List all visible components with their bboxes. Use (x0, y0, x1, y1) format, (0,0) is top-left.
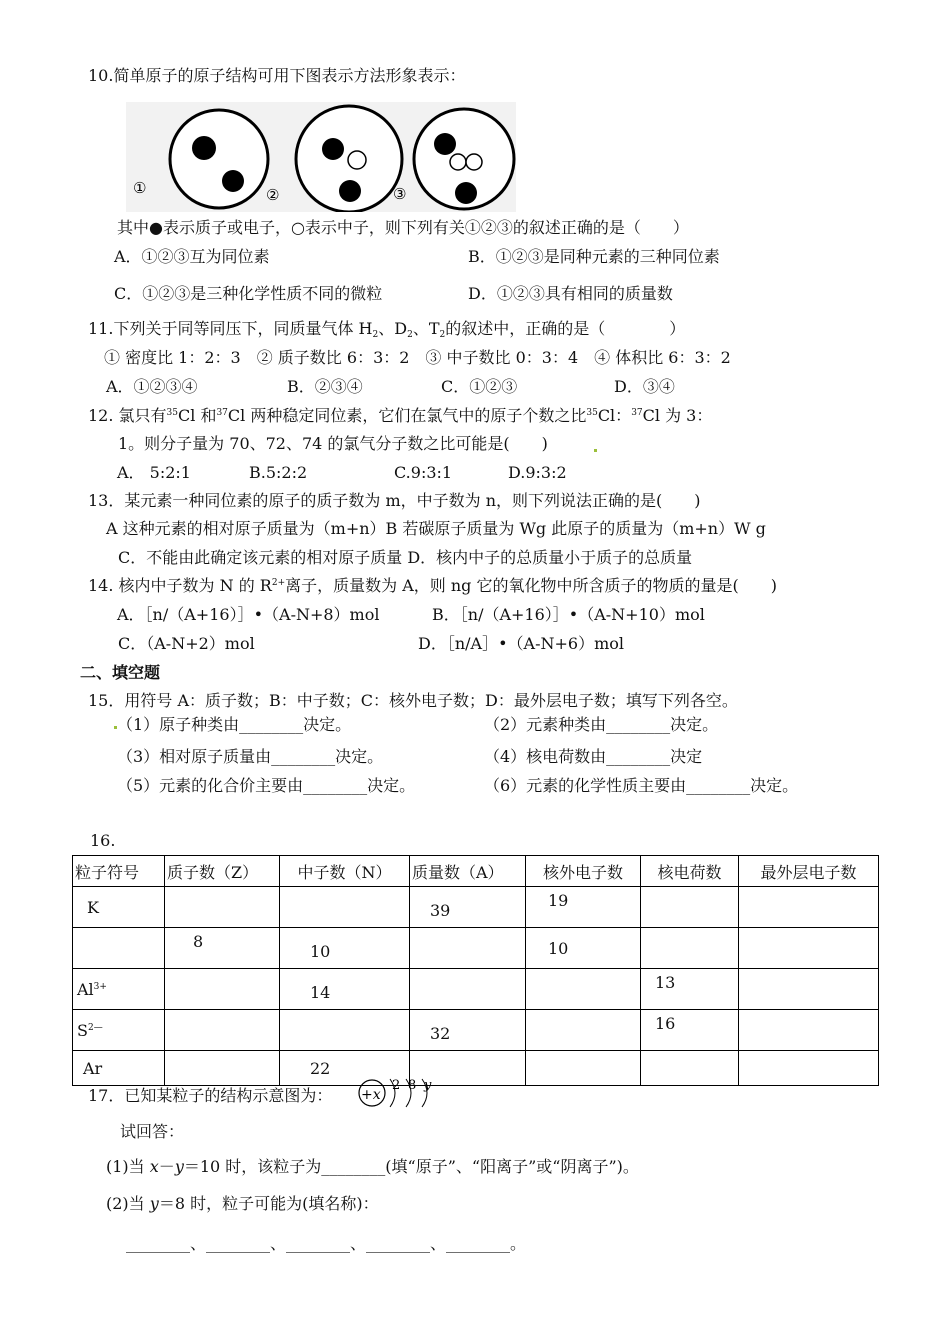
q17-part-2: (2)当 y＝8 时，粒子可能为(填名称)： (106, 1194, 379, 1213)
q12-option-b: B.5:2:2 (249, 463, 308, 482)
q17-answer-blanks: ________、________、________、________、________。 (126, 1234, 527, 1253)
cell-charge: 13 (641, 969, 739, 1010)
cell-outer (739, 969, 879, 1010)
shell-2-count: 8 (408, 1078, 417, 1093)
cell-protons (165, 887, 280, 928)
cell-mass-number (410, 928, 526, 969)
q12-option-c: C.9:3:1 (394, 463, 453, 482)
nucleus-charge: +x (361, 1087, 381, 1103)
cell-charge (641, 887, 739, 928)
q15-item-3: （3）相对原子质量由________决定。 (117, 747, 384, 766)
cell-symbol (73, 928, 165, 969)
cell-neutrons: 14 (280, 969, 410, 1010)
table-row (73, 1010, 879, 1051)
cell-protons: 8 (165, 928, 280, 969)
q15-item-1: （1）原子种类由________决定。 (117, 715, 352, 734)
q15-stem: 15．用符号 A：质子数；B：中子数；C：核外电子数；D：最外层电子数；填写下列各空。 (88, 691, 738, 710)
q10-description: 其中●表示质子或电子，○表示中子，则下列有关①②③的叙述正确的是（ ） (117, 218, 689, 237)
atom-2-proton (322, 138, 344, 160)
atom-3-neutron-1 (450, 154, 466, 170)
q12-stem-line2: 1。则分子量为 70、72、74 的氯气分子数之比可能是( ) (118, 434, 548, 453)
cell-neutrons: 10 (280, 928, 410, 969)
q14-stem: 14. 核内中子数为 N 的 $R^{2+}$离子，质量数为 A，则 ng 它的氧化物中所含质子的物质的量是( ) (88, 576, 777, 595)
header-nuclear-charge: 核电荷数 (641, 856, 739, 887)
atom-structure-figure (120, 102, 520, 212)
atom-3-neutron-2 (466, 154, 482, 170)
table-row (73, 1051, 879, 1086)
q14-option-b: B．［n/（A+16）］•（A-N+10）mol (432, 605, 705, 624)
q17-prompt: 试回答： (120, 1122, 185, 1141)
atom-2-label: ② (266, 186, 280, 204)
shell-3-count: y (424, 1078, 432, 1093)
q16-label: 16. (90, 831, 116, 850)
cell-outer (739, 1051, 879, 1086)
cell-outer (739, 928, 879, 969)
header-electrons: 核外电子数 (526, 856, 641, 887)
header-symbol: 粒子符号 (73, 856, 165, 887)
cell-charge (641, 928, 739, 969)
header-protons: 质子数（Z） (165, 856, 280, 887)
particle-table (72, 855, 879, 1086)
cell-mass-number (410, 969, 526, 1010)
q14-option-a: A．［n/（A+16）］•（A-N+8）mol (117, 605, 380, 624)
cell-protons (165, 1010, 280, 1051)
cell-protons (165, 969, 280, 1010)
table-row (73, 969, 879, 1010)
cell-electrons (526, 969, 641, 1010)
q11-stem: 11.下列关于同等同压下，同质量气体 $H_2$、$D_2$、$T_2$的叙述中，正确的是（ ） (88, 319, 686, 340)
q12-stem: 12. 氯只有$^{35}$Cl 和$^{37}$Cl 两种稳定同位素，它们在氯气中的原子个数之比$^{35}$Cl：$^{37}$Cl 为 3： (88, 406, 713, 425)
q15-item-2: （2）元素种类由________决定。 (484, 715, 719, 734)
q15-item-5: （5）元素的化合价主要由________决定。 (117, 776, 416, 795)
q10-option-d: D．①②③具有相同的质量数 (468, 284, 673, 303)
cell-electrons: 19 (526, 887, 641, 928)
q10-stem: 10.简单原子的原子结构可用下图表示方法形象表示： (88, 66, 466, 85)
q10-option-a: A．①②③互为同位素 (114, 247, 270, 266)
cell-symbol: K (73, 887, 165, 928)
q10-option-c: C．①②③是三种化学性质不同的微粒 (114, 284, 383, 303)
q11-option-c: C．①②③ (441, 377, 518, 396)
header-mass-number: 质量数（A） (410, 856, 526, 887)
shell-1-count: 2 (392, 1078, 401, 1093)
cell-protons (165, 1051, 280, 1086)
atom-3-label: ③ (393, 185, 407, 203)
atom-2-electron (339, 180, 361, 202)
atom-1-label: ① (133, 179, 147, 197)
header-outer-electrons: 最外层电子数 (739, 856, 879, 887)
table-row (73, 928, 879, 969)
cell-outer (739, 1010, 879, 1051)
q13-stem: 13．某元素一种同位素的原子的质子数为 m，中子数为 n，则下列说法正确的是( ) (88, 491, 701, 510)
q13-options-cd: C．不能由此确定该元素的相对原子质量 D．核内中子的总质量小于质子的总质量 (118, 548, 693, 567)
cell-electrons (526, 1051, 641, 1086)
cell-neutrons (280, 1010, 410, 1051)
q11-option-b: B．②③④ (287, 377, 363, 396)
cell-charge: 16 (641, 1010, 739, 1051)
scan-dot (594, 449, 597, 452)
q11-option-d: D．③④ (614, 377, 675, 396)
cell-mass-number: 32 (410, 1010, 526, 1051)
atom-structure-diagram (356, 1075, 446, 1111)
table-row (73, 887, 879, 928)
q15-item-6: （6）元素的化学性质主要由________决定。 (484, 776, 799, 795)
cell-electrons: 10 (526, 928, 641, 969)
q11-option-a: A．①②③④ (106, 377, 198, 396)
cell-neutrons: 22 (280, 1051, 410, 1086)
q12-option-d: D.9:3:2 (508, 463, 567, 482)
table-header-row (73, 856, 879, 887)
cell-symbol: $S^{2—}$ (73, 1010, 165, 1051)
cell-outer (739, 887, 879, 928)
q17-stem: 17．已知某粒子的结构示意图为： (88, 1086, 333, 1105)
q17-part-1: (1)当 x－y＝10 时，该粒子为________(填“原子”、“阳离子”或“阴离子”)。 (106, 1157, 639, 1176)
cell-neutrons (280, 887, 410, 928)
atom-1-electron (222, 170, 244, 192)
cell-electrons (526, 1010, 641, 1051)
atom-3-electron (455, 182, 477, 204)
atom-1-circle (170, 110, 268, 208)
cell-symbol: $Al^{3+}$ (73, 969, 165, 1010)
atom-1-proton (192, 136, 216, 160)
section-title: 二、填空题 (80, 663, 161, 682)
q14-option-d: D．［n/A］•（A-N+6）mol (418, 634, 624, 653)
cell-symbol: Ar (73, 1051, 165, 1086)
q14-option-c: C．（A-N+2）mol (118, 634, 255, 653)
header-neutrons: 中子数（N） (280, 856, 410, 887)
q11-statements: ① 密度比 1：2：3 ② 质子数比 6：3：2 ③ 中子数比 0：3：4 ④ 体积比 6：3：2 (104, 348, 731, 367)
cell-mass-number: 39 (410, 887, 526, 928)
q15-item-4: （4）核电荷数由________决定 (484, 747, 703, 766)
atom-3-proton (434, 133, 456, 155)
atom-2-neutron (348, 151, 366, 169)
cell-charge (641, 1051, 739, 1086)
q10-option-b: B．①②③是同种元素的三种同位素 (468, 247, 720, 266)
q12-option-a: A． 5:2:1 (117, 463, 191, 482)
q13-options-ab: A 这种元素的相对原子质量为（m+n）B 若碳原子质量为 Wg 此原子的质量为（m+n）W g (106, 519, 766, 538)
